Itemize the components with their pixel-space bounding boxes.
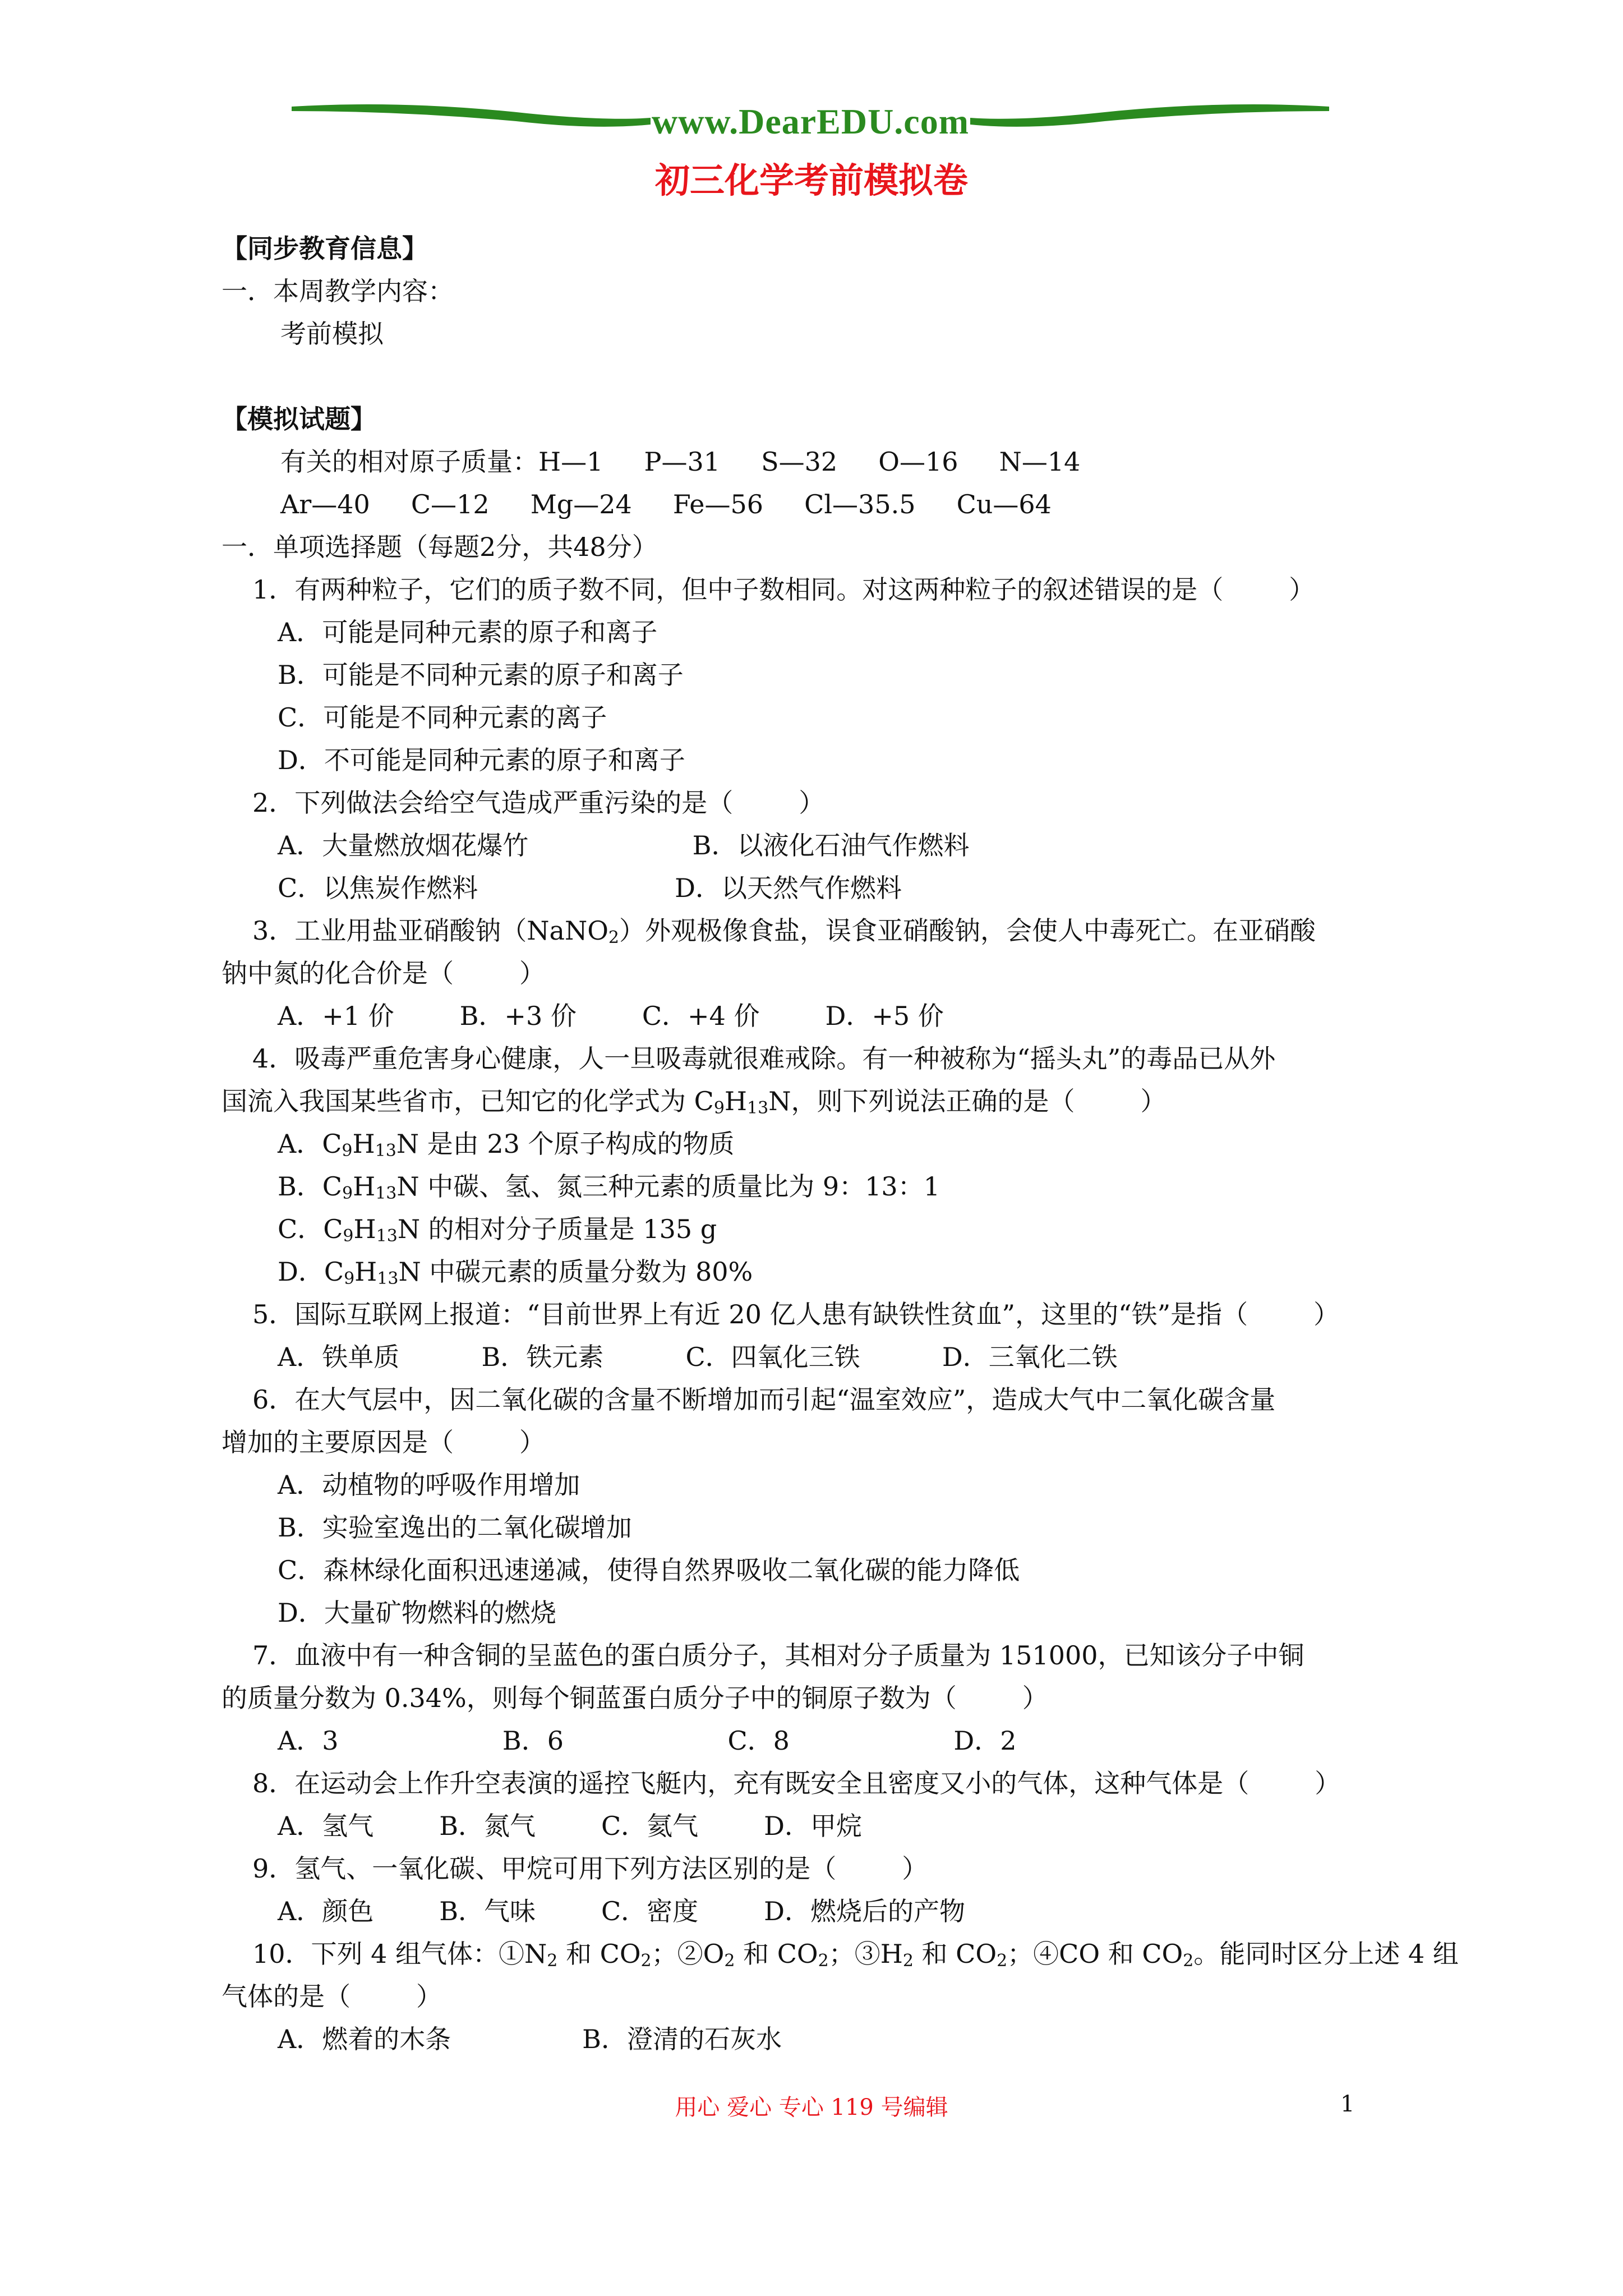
question-6-option-a: A．动植物的呼吸作用增加	[278, 1470, 580, 1500]
question-9-options: A．颜色 B．气味 C．密度 D．燃烧后的产物	[278, 1896, 966, 1926]
q4d-sub-13: 13	[377, 1269, 399, 1289]
q10-sub-b: 2	[640, 1951, 652, 1971]
question-4-option-b	[222, 1165, 1427, 1208]
question-6-option-b: B．实验室逸出的二氧化碳增加	[278, 1512, 632, 1543]
document-title: 初三化学考前模拟卷	[654, 160, 968, 201]
question-3-stem-line-2: 钠中氮的化合价是（ ）	[222, 958, 545, 988]
question-3-options: A．+1 价 B．+3 价 C．+4 价 D．+5 价	[278, 1001, 944, 1031]
question-2-options-ab: A．大量燃放烟花爆竹 B．以液化石油气作燃料	[278, 830, 970, 861]
q4-text-a: 国流入我国某些省市，已知它的化学式为 C	[222, 1086, 714, 1116]
q10-p1: 10．下列 4 组气体：①N	[252, 1939, 547, 1969]
q4d-h: H	[354, 1257, 377, 1287]
q4c-sub-9: 9	[343, 1226, 354, 1246]
q10-sub-e: 2	[902, 1951, 914, 1971]
q4-text-b: N，则下列说法正确的是（ ）	[768, 1086, 1166, 1116]
atomic-masses-line-2: Ar—40 C—12 Mg—24 Fe—56 Cl—35.5 Cu—64	[280, 489, 1052, 519]
q4c-h: H	[353, 1214, 376, 1244]
question-6-option-c: C．森林绿化面积迅速递减，使得自然界吸收二氧化碳的能力降低	[278, 1555, 1020, 1585]
q4b-rest: N 中碳、氢、氮三种元素的质量比为 9：13：1	[396, 1171, 940, 1202]
q10-p6: 和 CO	[913, 1939, 997, 1969]
question-7-stem-line-1: 7．血液中有一种含铜的呈蓝色的蛋白质分子，其相对分子质量为 151000，已知该分子中铜	[252, 1640, 1304, 1671]
q4d-prefix: D．C	[278, 1257, 344, 1287]
question-1-stem: 1．有两种粒子，它们的质子数不同，但中子数相同。对这两种粒子的叙述错误的是（ ）	[252, 574, 1315, 605]
question-7-options: A．3 B．6 C．8 D．2	[278, 1726, 1017, 1756]
atomic-masses-line-1: 有关的相对原子质量：H—1 P—31 S—32 O—16 N—14	[280, 447, 1081, 477]
question-4-stem-line-1: 4．吸毒严重危害身心健康，人一旦吸毒就很难戒除。有一种被称为“摇头丸”的毒品已从外	[252, 1043, 1276, 1074]
q4-h: H	[724, 1086, 748, 1116]
page-number: 1	[1340, 2091, 1355, 2117]
q4d-sub-9: 9	[344, 1269, 355, 1289]
question-6-option-d: D．大量矿物燃料的燃烧	[278, 1598, 556, 1628]
question-5-stem: 5．国际互联网上报道：“目前世界上有近 20 亿人患有缺铁性贫血”，这里的“铁”是指（ ）	[252, 1299, 1340, 1329]
question-2-stem: 2．下列做法会给空气造成严重污染的是（ ）	[252, 788, 825, 818]
q4-sub-13: 13	[747, 1098, 769, 1118]
document-body	[222, 227, 1459, 2060]
q10-sub-a: 2	[547, 1951, 558, 1971]
q4a-rest: N 是由 23 个原子构成的物质	[396, 1129, 735, 1159]
q10-sub-c: 2	[724, 1951, 735, 1971]
question-9-stem: 9．氢气、一氧化碳、甲烷可用下列方法区别的是（ ）	[252, 1853, 928, 1884]
question-4-option-d	[222, 1250, 1427, 1293]
question-1-option-b: B．可能是不同种元素的原子和离子	[278, 660, 684, 690]
question-10-stem-line-2: 气体的是（ ）	[222, 1981, 442, 2012]
question-10-stem-line-1	[222, 1932, 1459, 1975]
q4a-h: H	[352, 1129, 375, 1159]
q10-p2: 和 CO	[557, 1939, 641, 1969]
q10-p7: ；④CO 和 CO	[1007, 1939, 1183, 1969]
q4a-prefix: A．C	[278, 1129, 342, 1159]
q4b-h: H	[353, 1171, 376, 1202]
question-7-stem-line-2: 的质量分数为 0.34%，则每个铜蓝蛋白质分子中的铜原子数为（ ）	[222, 1683, 1048, 1713]
question-3-stem-line-1	[222, 909, 1427, 952]
q4c-prefix: C．C	[278, 1214, 343, 1244]
q4c-sub-13: 13	[376, 1226, 398, 1246]
info-item-label: 一．本周教学内容：	[222, 276, 454, 306]
q10-p3: ；②O	[651, 1939, 725, 1969]
question-8-options: A．氢气 B．氮气 C．氦气 D．甲烷	[278, 1811, 863, 1841]
q4a-sub-13: 13	[375, 1141, 396, 1161]
q4-sub-9: 9	[713, 1098, 725, 1118]
q4d-rest: N 中碳元素的质量分数为 80%	[398, 1257, 753, 1287]
page-footer: 用心 爱心 专心 119 号编辑	[675, 2095, 948, 2120]
question-4-stem-line-2	[222, 1080, 1427, 1122]
spacer	[222, 355, 1427, 398]
section-title-single-choice: 一．单项选择题（每题2分，共48分）	[222, 532, 658, 562]
question-5-options: A．铁单质 B．铁元素 C．四氧化三铁 D．三氧化二铁	[278, 1342, 1118, 1372]
question-1-option-a: A．可能是同种元素的原子和离子	[278, 617, 658, 647]
q4b-prefix: B．C	[278, 1171, 342, 1202]
question-6-stem-line-2: 增加的主要原因是（ ）	[222, 1427, 545, 1457]
question-8-stem: 8．在运动会上作升空表演的遥控飞艇内，充有既安全且密度又小的气体，这种气体是（ ）	[252, 1768, 1341, 1798]
q4c-rest: N 的相对分子质量是 135 g	[397, 1214, 717, 1244]
q10-sub-g: 2	[1183, 1951, 1194, 1971]
q3-text-b: ）外观极像食盐，误食亚硝酸钠，会使人中毒死亡。在亚硝酸	[619, 915, 1316, 946]
q10-sub-f: 2	[997, 1951, 1008, 1971]
question-10-options: A．燃着的木条 B．澄清的石灰水	[278, 2024, 782, 2054]
question-1-option-d: D．不可能是同种元素的原子和离子	[278, 745, 685, 775]
section-heading-info: 【同步教育信息】	[222, 233, 428, 264]
q10-p5: ；③H	[828, 1939, 903, 1969]
site-logo	[292, 84, 1329, 146]
logo-text: www.DearEDU.com	[652, 102, 969, 141]
question-6-stem-line-1: 6．在大气层中，因二氧化碳的含量不断增加而引起“温室效应”，造成大气中二氧化碳含量	[252, 1384, 1276, 1415]
section-heading-exam: 【模拟试题】	[222, 404, 376, 434]
info-item-value: 考前模拟	[280, 319, 384, 349]
question-1-option-c: C．可能是不同种元素的离子	[278, 702, 607, 733]
q3-text-a: 3．工业用盐亚硝酸钠（NaNO	[252, 915, 608, 946]
q10-p4: 和 CO	[735, 1939, 818, 1969]
q4b-sub-13: 13	[375, 1184, 397, 1203]
question-4-option-c	[222, 1208, 1427, 1250]
question-4-option-a	[222, 1122, 1427, 1165]
q4a-sub-9: 9	[342, 1141, 353, 1161]
q10-sub-d: 2	[818, 1951, 829, 1971]
q4b-sub-9: 9	[342, 1184, 353, 1203]
q10-p8: 。能同时区分上述 4 组	[1193, 1939, 1459, 1969]
q3-subscript: 2	[608, 928, 619, 947]
question-2-options-cd: C．以焦炭作燃料 D．以天然气作燃料	[278, 873, 902, 903]
